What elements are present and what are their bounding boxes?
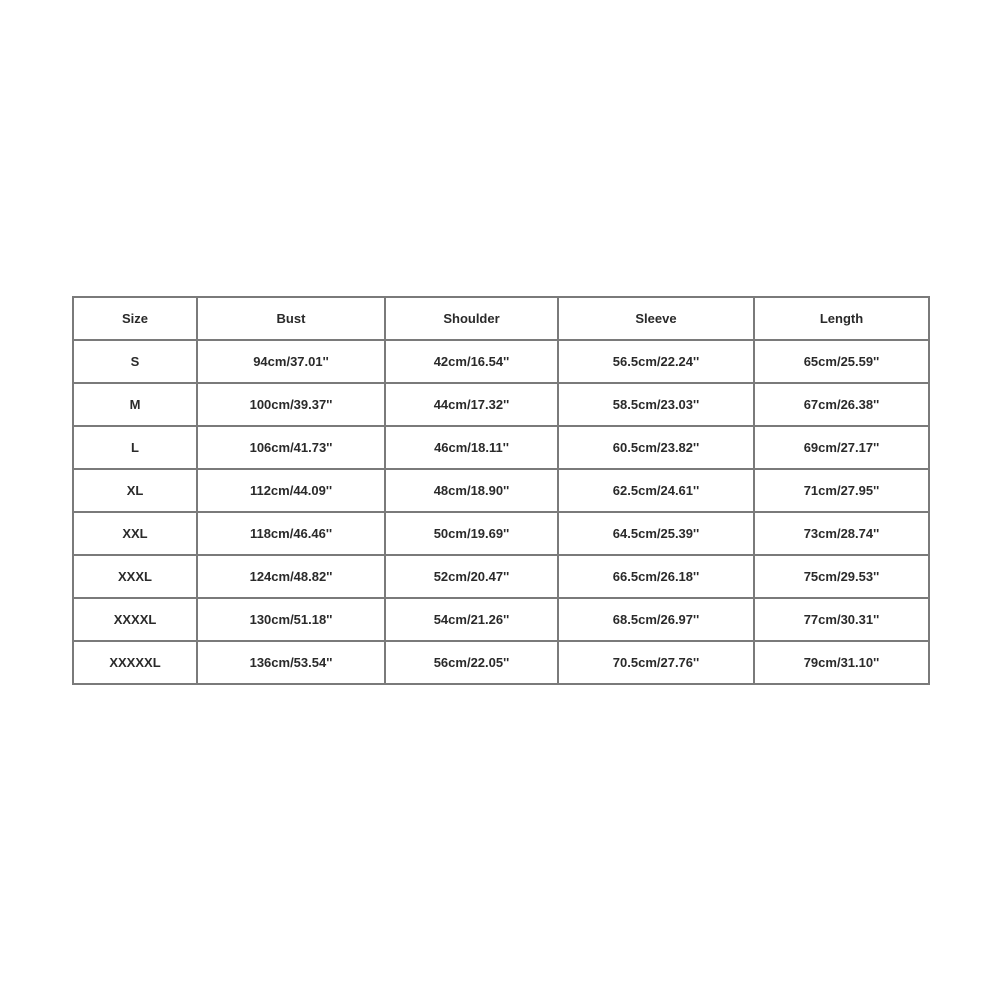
cell-size: XL <box>73 469 197 512</box>
cell-length: 65cm/25.59'' <box>754 340 929 383</box>
cell-bust: 118cm/46.46'' <box>197 512 385 555</box>
table-body <box>73 340 929 684</box>
cell-sleeve: 64.5cm/25.39'' <box>558 512 754 555</box>
cell-sleeve: 58.5cm/23.03'' <box>558 383 754 426</box>
header-length: Length <box>754 297 929 340</box>
header-sleeve: Sleeve <box>558 297 754 340</box>
table-row <box>73 598 929 641</box>
table-row <box>73 512 929 555</box>
cell-shoulder: 52cm/20.47'' <box>385 555 558 598</box>
cell-length: 73cm/28.74'' <box>754 512 929 555</box>
cell-sleeve: 68.5cm/26.97'' <box>558 598 754 641</box>
cell-size: L <box>73 426 197 469</box>
cell-shoulder: 48cm/18.90'' <box>385 469 558 512</box>
cell-size: XXXXL <box>73 598 197 641</box>
table-row <box>73 641 929 684</box>
header-shoulder: Shoulder <box>385 297 558 340</box>
cell-bust: 106cm/41.73'' <box>197 426 385 469</box>
cell-size: S <box>73 340 197 383</box>
table-row <box>73 340 929 383</box>
cell-shoulder: 46cm/18.11'' <box>385 426 558 469</box>
cell-sleeve: 56.5cm/22.24'' <box>558 340 754 383</box>
cell-shoulder: 44cm/17.32'' <box>385 383 558 426</box>
header-size: Size <box>73 297 197 340</box>
cell-sleeve: 66.5cm/26.18'' <box>558 555 754 598</box>
cell-bust: 112cm/44.09'' <box>197 469 385 512</box>
cell-size: M <box>73 383 197 426</box>
cell-shoulder: 42cm/16.54'' <box>385 340 558 383</box>
table-row <box>73 383 929 426</box>
cell-sleeve: 60.5cm/23.82'' <box>558 426 754 469</box>
cell-length: 79cm/31.10'' <box>754 641 929 684</box>
cell-size: XXXL <box>73 555 197 598</box>
table-header-row <box>73 297 929 340</box>
cell-length: 71cm/27.95'' <box>754 469 929 512</box>
size-chart-table <box>72 296 930 685</box>
cell-bust: 94cm/37.01'' <box>197 340 385 383</box>
cell-size: XXXXXL <box>73 641 197 684</box>
cell-sleeve: 62.5cm/24.61'' <box>558 469 754 512</box>
cell-bust: 136cm/53.54'' <box>197 641 385 684</box>
cell-bust: 100cm/39.37'' <box>197 383 385 426</box>
table-row <box>73 555 929 598</box>
cell-length: 69cm/27.17'' <box>754 426 929 469</box>
cell-shoulder: 54cm/21.26'' <box>385 598 558 641</box>
cell-size: XXL <box>73 512 197 555</box>
cell-length: 77cm/30.31'' <box>754 598 929 641</box>
cell-bust: 130cm/51.18'' <box>197 598 385 641</box>
cell-sleeve: 70.5cm/27.76'' <box>558 641 754 684</box>
table-row <box>73 469 929 512</box>
header-bust: Bust <box>197 297 385 340</box>
cell-length: 67cm/26.38'' <box>754 383 929 426</box>
cell-shoulder: 50cm/19.69'' <box>385 512 558 555</box>
cell-bust: 124cm/48.82'' <box>197 555 385 598</box>
cell-length: 75cm/29.53'' <box>754 555 929 598</box>
cell-shoulder: 56cm/22.05'' <box>385 641 558 684</box>
table-row <box>73 426 929 469</box>
